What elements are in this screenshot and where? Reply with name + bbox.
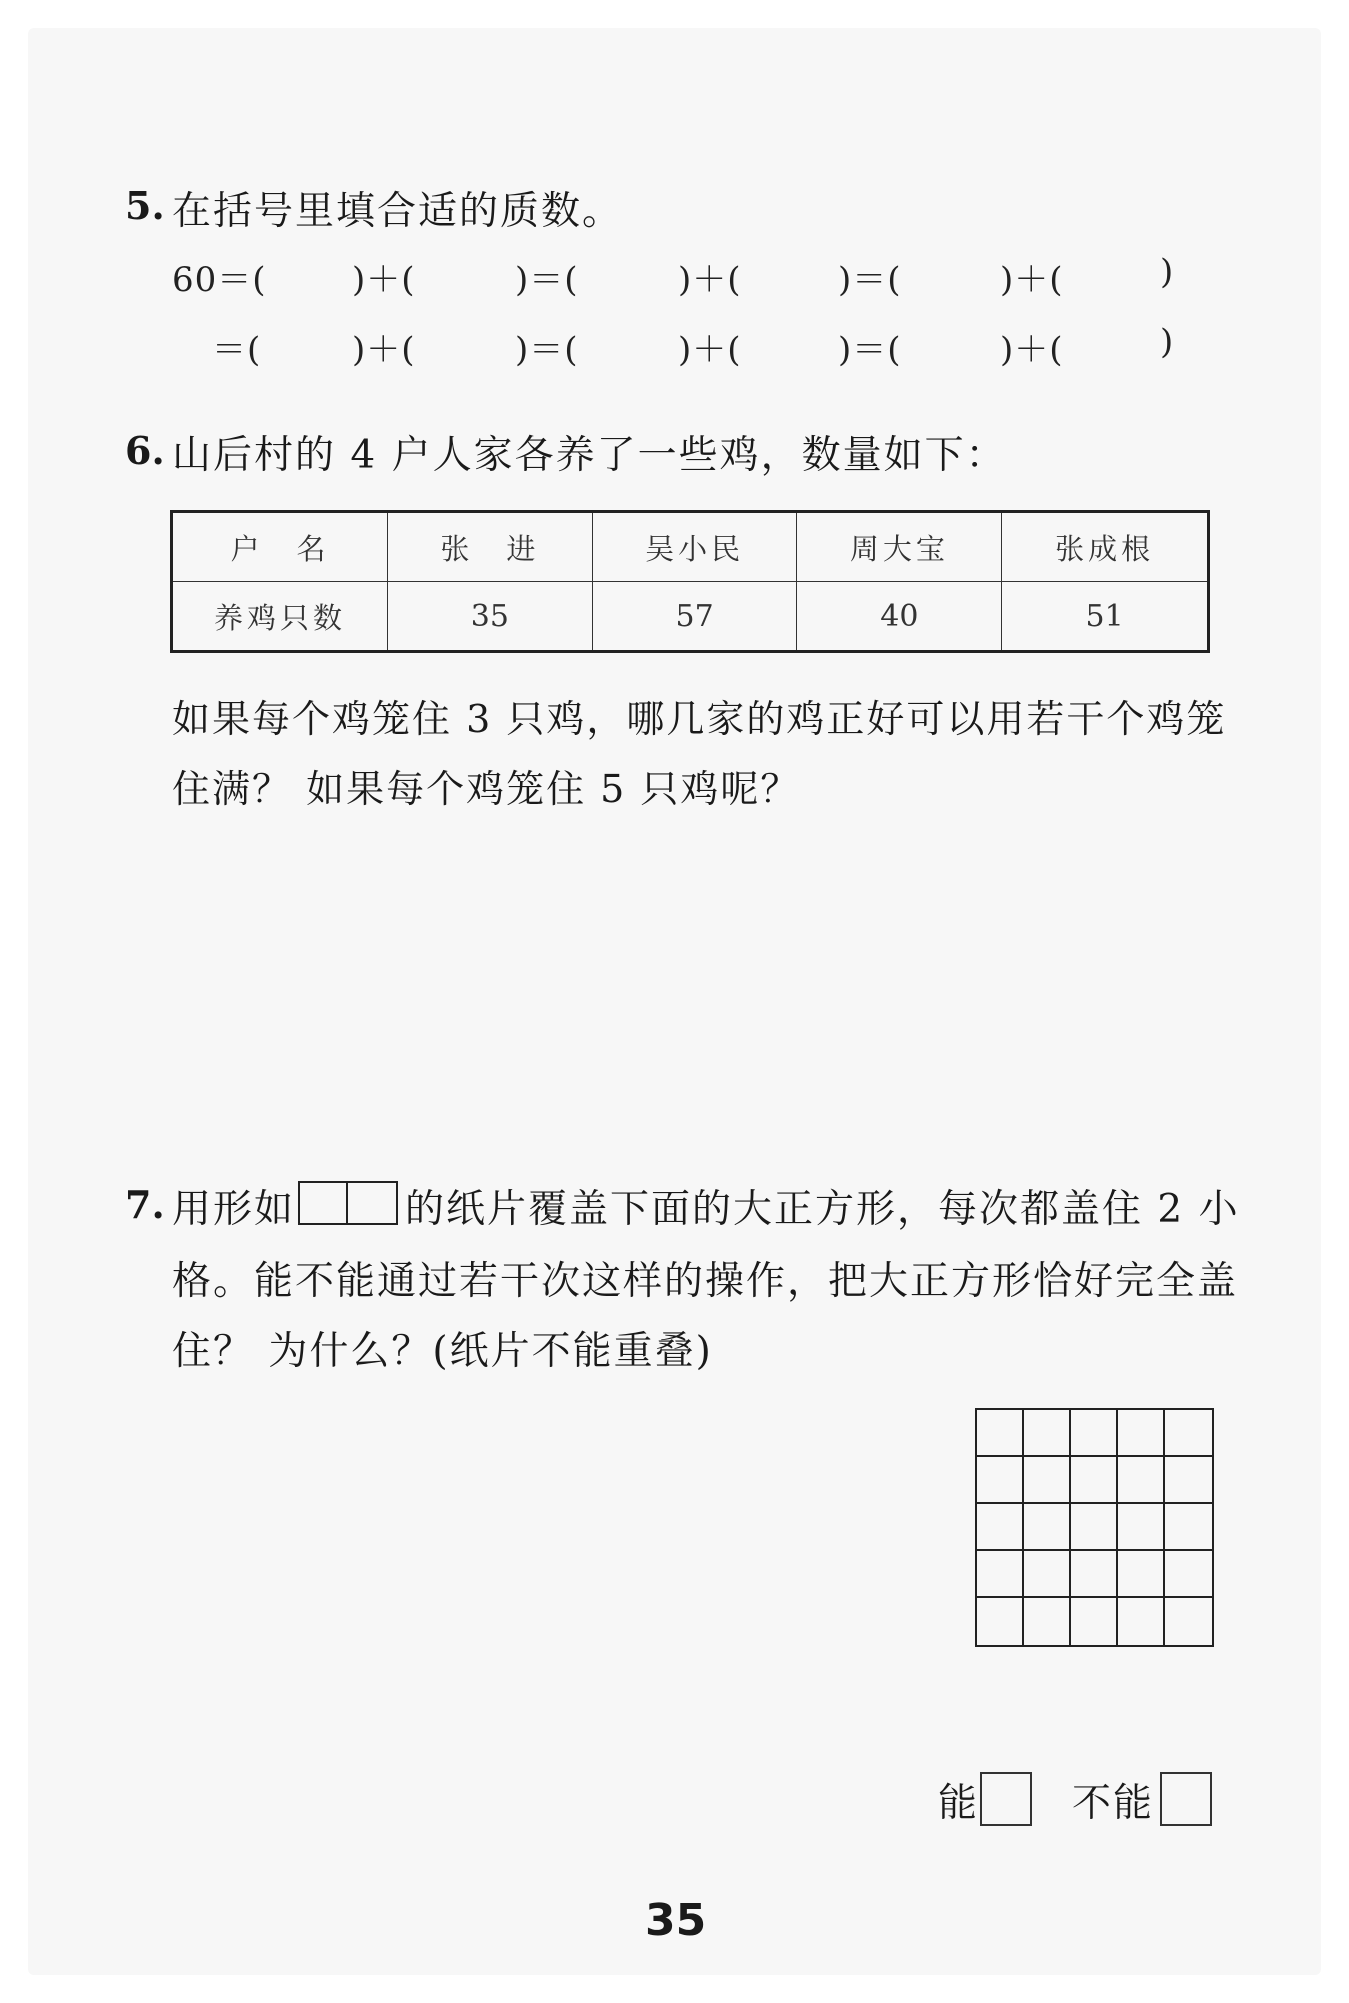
square-grid	[975, 1408, 1214, 1647]
q7-number: 7.	[125, 1182, 165, 1227]
table-header-label: 户 名	[172, 512, 388, 582]
choice-no-label: 不能	[1072, 1781, 1155, 1826]
q7-text-after-shape: 的纸片覆盖下面的大正方形，每次都盖住 2 小	[405, 1187, 1240, 1232]
domino-shape	[298, 1181, 398, 1225]
table-row-households	[172, 512, 1209, 582]
table-cell-household: 吴小民	[592, 512, 797, 582]
eq1-start: 60＝(	[172, 260, 267, 300]
q5-number: 5.	[125, 183, 165, 228]
eq2-part: )＝(	[838, 330, 902, 370]
q6-prompt: 山后村的 4 户人家各养了一些鸡，数量如下：	[172, 433, 1007, 478]
eq2-part: )＝(	[515, 330, 579, 370]
eq2-part: )＋(	[1000, 330, 1064, 370]
chicken-table	[170, 510, 1210, 653]
eq2-part: )＋(	[352, 330, 416, 370]
eq1-part: )＝(	[838, 260, 902, 300]
eq1-part: )	[1160, 252, 1175, 292]
table-cell-count: 57	[592, 582, 797, 652]
choice-no-box[interactable]	[1160, 1772, 1212, 1826]
table-cell-count: 35	[388, 582, 593, 652]
page-number: 35	[645, 1895, 707, 1946]
q7-text-before-shape: 用形如	[172, 1187, 296, 1232]
choice-yes-box[interactable]	[980, 1772, 1032, 1826]
table-cell-household: 张 进	[388, 512, 593, 582]
q6-question-line-1: 如果每个鸡笼住 3 只鸡，哪几家的鸡正好可以用若干个鸡笼	[172, 697, 1227, 741]
table-cell-household: 周大宝	[797, 512, 1002, 582]
eq2-part: )	[1160, 322, 1175, 362]
table-row-label: 养鸡只数	[172, 582, 388, 652]
q7-line-3: 住？ 为什么？(纸片不能重叠)	[172, 1329, 713, 1374]
q5-equation-line-2	[0, 322, 1349, 372]
q6-question-line-2: 住满？ 如果每个鸡笼住 5 只鸡呢？	[172, 767, 801, 811]
workbook-page	[28, 28, 1321, 1975]
table-cell-count: 51	[1002, 582, 1209, 652]
eq1-part: )＋(	[352, 260, 416, 300]
eq1-part: )＋(	[1000, 260, 1064, 300]
q6-number: 6.	[125, 428, 165, 473]
eq1-part: )＝(	[515, 260, 579, 300]
eq1-part: )＋(	[678, 260, 742, 300]
eq2-start: ＝(	[212, 330, 262, 370]
q7-line-2: 格。能不能通过若干次这样的操作，把大正方形恰好完全盖	[172, 1259, 1239, 1304]
table-cell-count: 40	[797, 582, 1002, 652]
choice-yes-label: 能	[938, 1781, 980, 1826]
q5-equation-line-1	[0, 252, 1349, 302]
eq2-part: )＋(	[678, 330, 742, 370]
table-cell-household: 张成根	[1002, 512, 1209, 582]
table-row-chickens	[172, 582, 1209, 652]
q5-prompt: 在括号里填合适的质数。	[172, 189, 624, 234]
